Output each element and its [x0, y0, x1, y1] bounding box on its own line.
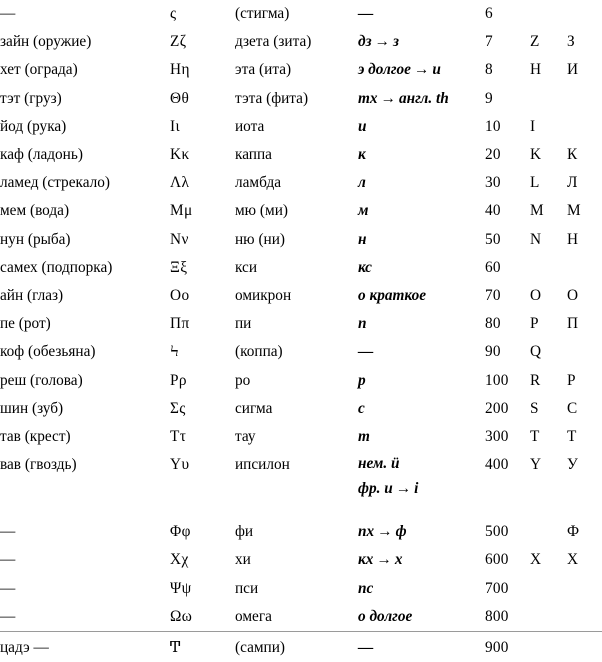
greek-name-cell: ламбда — [235, 174, 282, 192]
cyrillic-letter-cell: З — [567, 33, 575, 51]
greek-letter-cell: Λλ — [170, 174, 190, 192]
numeric-value-cell: 200 — [485, 399, 509, 417]
cyrillic-letter-cell: К — [567, 146, 578, 164]
greek-name-cell: фи — [235, 523, 254, 541]
semitic-name-cell: мем (вода) — [0, 202, 70, 220]
table-row — [0, 367, 602, 395]
cyrillic-letter-cell: П — [567, 315, 579, 333]
transcription-cell: о краткое — [358, 287, 427, 305]
table-row — [0, 169, 602, 197]
transcription-cell: с — [358, 399, 365, 417]
transcription-cell: т — [358, 428, 370, 446]
cyrillic-letter-cell — [567, 85, 602, 113]
cyrillic-letter-cell: Н — [567, 230, 579, 248]
semitic-name-cell: — — [0, 579, 16, 597]
transcription-cell: пс — [358, 579, 374, 597]
greek-name-cell: ро — [235, 371, 251, 389]
greek-letter-cell: Ωω — [170, 607, 193, 625]
latin-letter-cell: L — [530, 174, 540, 192]
greek-letter-cell: Σς — [170, 399, 186, 417]
greek-letter-cell: Οο — [170, 287, 190, 305]
cyrillic-letter-cell — [567, 575, 602, 603]
table-row — [0, 546, 602, 574]
semitic-name-cell: хет (ограда) — [0, 61, 78, 79]
greek-name-cell: кси — [235, 258, 258, 276]
transcription-cell: тх → англ. th — [358, 89, 449, 107]
table-row — [0, 310, 602, 338]
semitic-name-cell: цадэ — — [0, 632, 170, 662]
semitic-name-cell: — — [0, 607, 16, 625]
table-row — [0, 282, 602, 310]
cyrillic-letter-cell: Х — [567, 551, 579, 569]
latin-letter-cell: O — [530, 287, 542, 305]
latin-letter-cell — [530, 85, 567, 113]
greek-letter-cell: Νν — [170, 230, 189, 248]
numeric-value-cell: 90 — [485, 343, 501, 361]
greek-name-cell: тау — [235, 428, 256, 446]
greek-name-cell: хи — [235, 551, 251, 569]
table-row — [0, 603, 602, 632]
table-spacer-row — [0, 503, 602, 518]
semitic-name-cell: тэт (груз) — [0, 89, 62, 107]
table-row — [0, 226, 602, 254]
latin-letter-cell: Q — [530, 343, 542, 361]
numeric-value-cell: 8 — [485, 61, 493, 79]
cyrillic-letter-cell — [567, 254, 602, 282]
numeric-value-cell: 70 — [485, 287, 501, 305]
cyrillic-letter-cell: С — [567, 399, 578, 417]
transcription-cell: к — [358, 146, 366, 164]
table-row — [0, 254, 602, 282]
table-row — [0, 197, 602, 225]
table-row — [0, 141, 602, 169]
greek-letter-cell: Φφ — [170, 523, 191, 541]
latin-letter-cell — [530, 603, 567, 632]
semitic-name-cell: — — [0, 551, 16, 569]
latin-letter-cell: Y — [530, 456, 542, 474]
transcription-cell — [358, 451, 485, 503]
transcription-cell: п — [358, 315, 367, 333]
table-row — [0, 575, 602, 603]
latin-letter-cell: M — [530, 202, 544, 220]
cyrillic-letter-cell: Р — [567, 371, 576, 389]
spacer-cell — [0, 503, 170, 518]
table-row — [0, 423, 602, 451]
greek-name-cell: ипсилон — [235, 456, 290, 474]
greek-name-cell: (коппа) — [235, 343, 283, 361]
spacer-cell — [170, 503, 235, 518]
latin-letter-cell: R — [530, 371, 541, 389]
greek-name-cell: тэта (фита) — [235, 89, 309, 107]
semitic-name-cell: айн (глаз) — [0, 287, 64, 305]
semitic-name-cell: коф (обезьяна) — [0, 343, 96, 361]
greek-letter-cell: Ππ — [170, 315, 190, 333]
transcription-cell: кс — [358, 258, 372, 276]
table-row — [0, 518, 602, 546]
table-row — [0, 85, 602, 113]
table-row — [0, 56, 602, 84]
greek-name-cell: пси — [235, 579, 259, 597]
numeric-value-cell: 700 — [485, 579, 509, 597]
numeric-value-cell: 900 — [485, 632, 530, 662]
greek-letter-cell: Ττ — [170, 428, 187, 446]
latin-letter-cell — [530, 0, 567, 28]
transcription-cell: — — [358, 5, 374, 22]
cyrillic-letter-cell: Т — [567, 428, 577, 446]
numeric-value-cell: 50 — [485, 230, 501, 248]
greek-name-cell: ню (ни) — [235, 230, 285, 248]
transcription-cell: пх → ф — [358, 523, 407, 541]
greek-letter-cell: Ρρ — [170, 371, 187, 389]
transcription-cell-line-1: нем. ü — [358, 455, 400, 473]
semitic-name-cell: реш (голова) — [0, 371, 83, 389]
table-row — [0, 451, 602, 503]
spacer-cell — [567, 503, 602, 518]
greek-letter-cell: Ηη — [170, 61, 190, 79]
semitic-name-cell: вав (гвоздь) — [0, 456, 77, 474]
cyrillic-letter-cell — [567, 603, 602, 632]
greek-letter-cell: Ιι — [170, 117, 181, 135]
latin-letter-cell: S — [530, 399, 539, 417]
cyrillic-letter-cell — [567, 632, 602, 662]
latin-letter-cell: H — [530, 61, 542, 79]
semitic-name-cell: ламед (стрекало) — [0, 174, 110, 192]
spacer-cell — [235, 503, 358, 518]
greek-letter-cell: Ζζ — [170, 33, 187, 51]
numeric-value-cell: 7 — [485, 33, 493, 51]
latin-letter-cell: I — [530, 117, 536, 135]
transcription-cell: дз → з — [358, 33, 399, 51]
numeric-value-cell: 40 — [485, 202, 501, 220]
latin-letter-cell — [530, 518, 567, 546]
semitic-name-cell: — — [0, 523, 16, 541]
greek-name-cell: эта (ита) — [235, 61, 292, 79]
table-row — [0, 28, 602, 56]
latin-letter-cell — [530, 632, 567, 662]
latin-letter-cell: N — [530, 230, 542, 248]
latin-letter-cell — [530, 575, 567, 603]
semitic-name-cell: нун (рыба) — [0, 230, 71, 248]
numeric-value-cell: 60 — [485, 258, 501, 276]
numeric-value-cell: 300 — [485, 428, 509, 446]
numeric-value-cell: 20 — [485, 146, 501, 164]
latin-letter-cell: P — [530, 315, 539, 333]
latin-letter-cell: T — [530, 428, 540, 446]
semitic-name-cell: каф (ладонь) — [0, 146, 83, 164]
greek-letter-cell: Κκ — [170, 146, 190, 164]
greek-name-cell: омега — [235, 607, 272, 625]
greek-name-cell: дзета (зита) — [235, 33, 312, 51]
greek-name-cell: пи — [235, 315, 252, 333]
numeric-value-cell: 500 — [485, 523, 509, 541]
greek-letter-cell: Ξξ — [170, 258, 188, 276]
greek-name-cell: (стигма) — [235, 5, 290, 22]
numeric-value-cell: 800 — [485, 607, 509, 625]
cyrillic-letter-cell: О — [567, 287, 579, 305]
cyrillic-letter-cell: Л — [567, 174, 578, 192]
numeric-value-cell: 10 — [485, 117, 501, 135]
numeric-value-cell: 100 — [485, 371, 509, 389]
transcription-cell: — — [358, 632, 485, 662]
numeric-value-cell: 400 — [485, 456, 509, 474]
cyrillic-letter-cell: Ф — [567, 523, 580, 541]
cyrillic-letter-cell: М — [567, 202, 581, 220]
spacer-cell — [530, 503, 567, 518]
cyrillic-letter-cell — [567, 338, 602, 366]
transcription-cell-line-2: фр. u → i — [358, 480, 419, 498]
cyrillic-letter-cell: У — [567, 456, 578, 474]
cyrillic-letter-cell — [567, 113, 602, 141]
cyrillic-letter-cell: И — [567, 61, 579, 79]
latin-letter-cell: Z — [530, 33, 540, 51]
semitic-name-cell: зайн (оружие) — [0, 33, 92, 51]
transcription-cell: э долгое → и — [358, 61, 441, 79]
greek-name-cell: сигма — [235, 399, 273, 417]
semitic-name-cell: самех (подпорка) — [0, 258, 113, 276]
semitic-name-cell: — — [0, 5, 16, 22]
latin-letter-cell — [530, 254, 567, 282]
greek-name-cell: иота — [235, 117, 265, 135]
semitic-name-cell: пе (рот) — [0, 315, 51, 333]
semitic-name-cell: йод (рука) — [0, 117, 67, 135]
table-row — [0, 338, 602, 366]
transcription-cell: л — [358, 174, 366, 192]
transcription-cell: — — [358, 343, 374, 361]
greek-letter-cell: Μμ — [170, 202, 193, 220]
table-row — [0, 113, 602, 141]
transcription-cell: кх → х — [358, 551, 403, 569]
spacer-cell — [358, 503, 485, 518]
table-row — [0, 395, 602, 423]
cyrillic-letter-cell — [567, 0, 602, 28]
greek-letter-cell: Χχ — [170, 551, 189, 569]
transcription-cell: р — [358, 371, 366, 389]
table-row — [0, 0, 602, 28]
transcription-cell: о долгое — [358, 607, 413, 625]
greek-letter-cell: Υυ — [170, 456, 190, 474]
greek-name-cell: мю (ми) — [235, 202, 288, 220]
numeric-value-cell: 80 — [485, 315, 501, 333]
transcription-cell: м — [358, 202, 369, 220]
numeric-value-cell: 6 — [485, 5, 493, 22]
transcription-cell: и — [358, 117, 367, 135]
latin-letter-cell: X — [530, 551, 542, 569]
spacer-cell — [485, 503, 530, 518]
numeric-value-cell: 9 — [485, 89, 493, 107]
greek-name-cell: омикрон — [235, 287, 292, 305]
greek-name-cell: каппа — [235, 146, 272, 164]
greek-letter-cell: ς — [170, 5, 177, 22]
numeric-value-cell: 30 — [485, 174, 501, 192]
latin-letter-cell: K — [530, 146, 542, 164]
greek-letter-cell: Ͳ — [170, 632, 235, 662]
table-row — [0, 632, 602, 662]
semitic-name-cell: тав (крест) — [0, 428, 71, 446]
greek-name-cell: (сампи) — [235, 632, 358, 662]
greek-letter-cell: Θθ — [170, 89, 190, 107]
greek-letter-cell: Ψψ — [170, 579, 192, 597]
greek-letter-cell: Ϟ — [170, 343, 180, 361]
transcription-cell: н — [358, 230, 367, 248]
semitic-name-cell: шин (зуб) — [0, 399, 64, 417]
numeric-value-cell: 600 — [485, 551, 509, 569]
